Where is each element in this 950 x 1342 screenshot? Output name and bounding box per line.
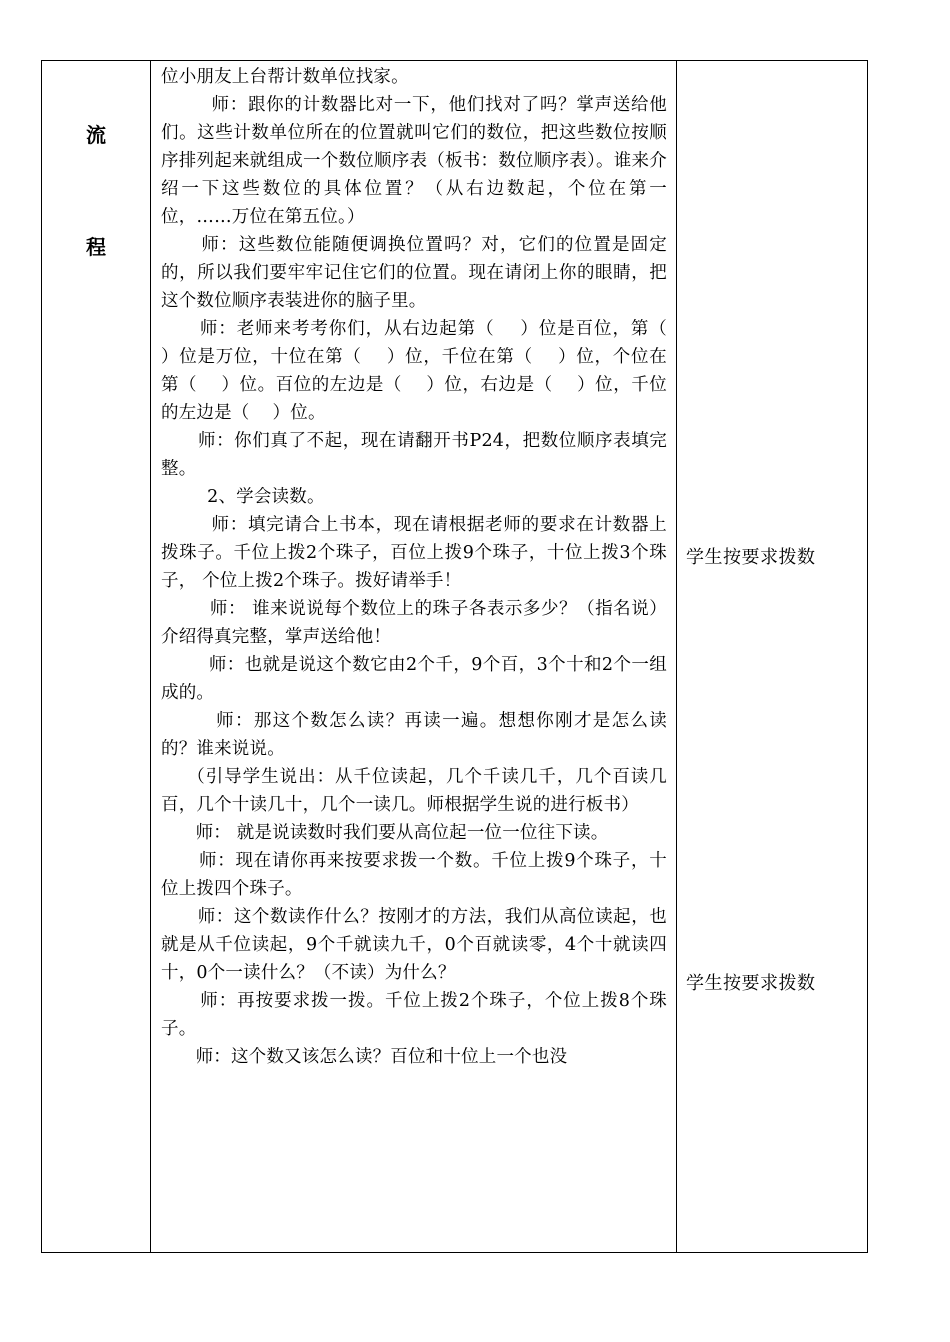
section-label-bottom: 程 bbox=[86, 235, 106, 259]
student-activity-note: 学生按要求拨数 bbox=[686, 547, 816, 568]
content-paragraph: 师：跟你的计数器比对一下，他们找对了吗？掌声送给他们。这些计数单位所在的位置就叫它们的数位，把这些数位按顺序排列起来就组成一个数位顺序表（板书：数位顺序表）。谁来介绍一下这些数位的具体位置？（从右边数起，个位在第一位，……万位在第五位。） bbox=[161, 95, 667, 227]
content-paragraph: 师：填完请合上书本，现在请根据老师的要求在计数器上拨珠子。千位上拨2个珠子，百位上拨9个珠子，十位上拨3个珠子， 个位上拨2个珠子。拨好请举手！ bbox=[161, 515, 667, 591]
column-divider-left bbox=[150, 61, 151, 1252]
lesson-table bbox=[41, 60, 868, 1253]
student-activity-note: 学生按要求拨数 bbox=[686, 973, 816, 994]
lesson-content bbox=[161, 63, 702, 1071]
content-paragraph: 师：这个数又该怎么读？百位和十位上一个也没 bbox=[161, 1047, 568, 1067]
content-paragraph: 师：现在请你再来按要求拨一个数。千位上拨9个珠子，十位上拨四个珠子。 bbox=[161, 851, 667, 899]
content-paragraph: 2、学会读数。 bbox=[161, 487, 325, 507]
content-paragraph: 师：也就是说这个数它由2个千，9个百，3个十和2个一组成的。 bbox=[161, 655, 667, 703]
content-paragraph: 师： 就是说读数时我们要从高位起一位一位往下读。 bbox=[161, 823, 609, 843]
content-paragraph: 师：这个数读作什么？按刚才的方法，我们从高位读起，也就是从千位读起，9个千就读九千，0个百就读零，4个十就读四十，0个一读什么？（不读）为什么？ bbox=[161, 907, 667, 983]
content-paragraph: 师：那这个数怎么读？再读一遍。想想你刚才是怎么读的？谁来说说。 bbox=[161, 711, 667, 759]
column-divider-right bbox=[676, 61, 677, 1252]
content-paragraph: 位小朋友上台帮计数单位找家。 bbox=[161, 67, 409, 87]
content-paragraph: 师： 谁来说说每个数位上的珠子各表示多少？（指名说）介绍得真完整，掌声送给他！ bbox=[161, 599, 667, 647]
content-paragraph: 师：你们真了不起，现在请翻开书P24，把数位顺序表填完整。 bbox=[161, 431, 668, 479]
content-paragraph: （引导学生说出：从千位读起，几个千读几千，几个百读几百，几个十读几十，几个一读几。师根据学生说的进行板书） bbox=[161, 767, 667, 815]
content-paragraph: 师：这些数位能随便调换位置吗？对，它们的位置是固定的，所以我们要牢牢记住它们的位置。现在请闭上你的眼睛，把这个数位顺序表装进你的脑子里。 bbox=[161, 235, 668, 311]
content-paragraph: 师：再按要求拨一拨。千位上拨2个珠子，个位上拨8个珠子。 bbox=[161, 991, 668, 1039]
content-paragraph: 师：老师来考考你们，从右边起第（ ）位是百位，第（ ）位是万位，十位在第（ ）位，千位在第（ ）位，个位在第（ ）位。百位的左边是（ ）位，右边是（ ）位，千位的左边是（ ）位。 bbox=[161, 319, 702, 423]
section-label-top: 流 bbox=[86, 123, 106, 147]
